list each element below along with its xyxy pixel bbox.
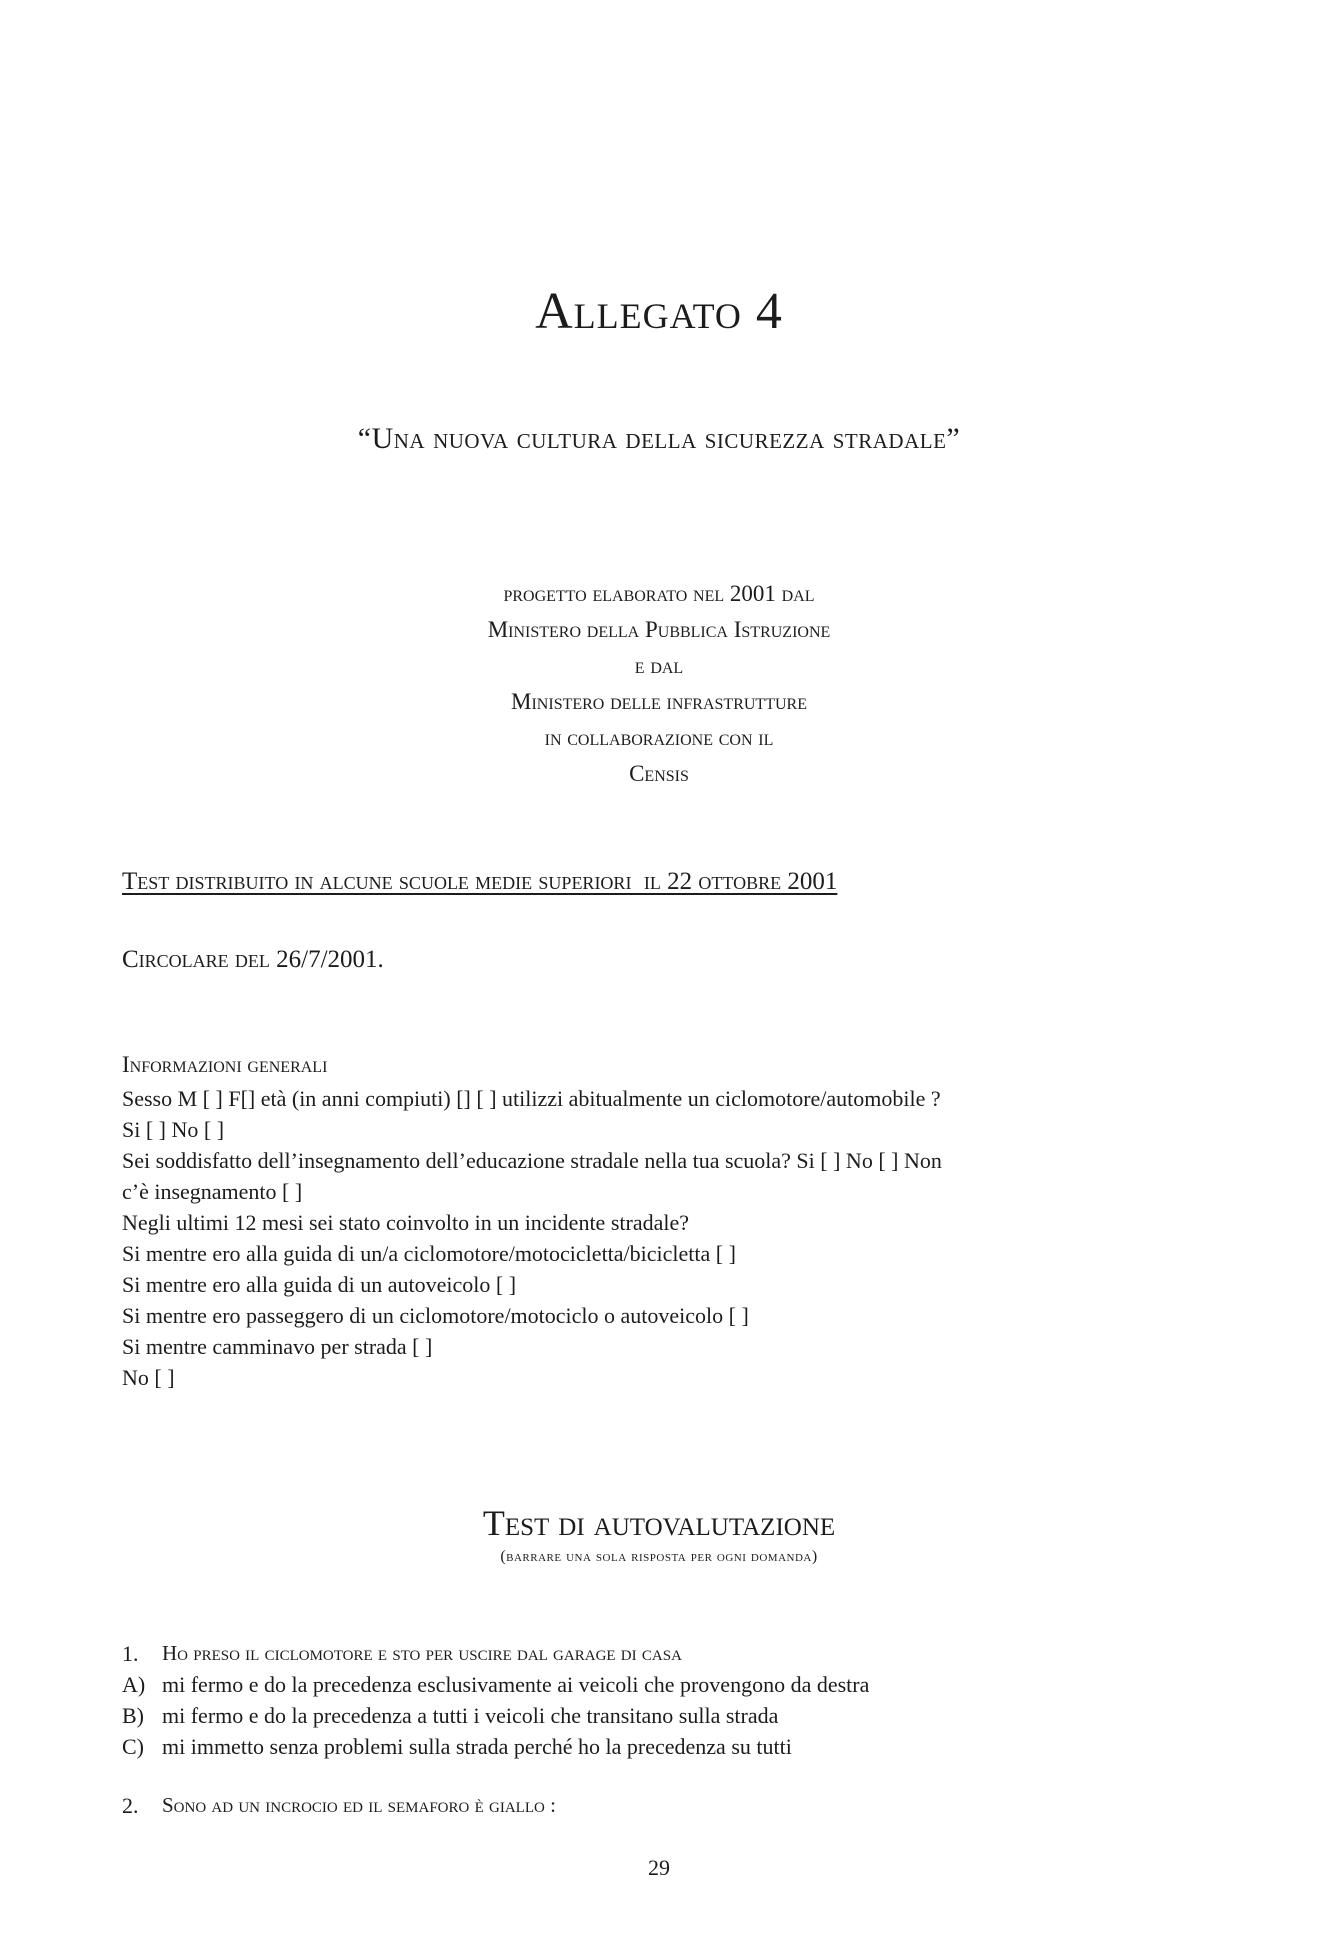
info-line: Sei soddisfatto dell’insegnamento dell’educazione stradale nella tua scuola? Si [ ] No [ ] Non — [122, 1148, 942, 1173]
answer-option-b[interactable] — [122, 1700, 1182, 1731]
question-number: 1. — [122, 1641, 139, 1666]
question-2 — [122, 1790, 1182, 1821]
question-text: Sono ad un incrocio ed il semaforo è giallo : — [162, 1793, 556, 1817]
info-line: Si [ ] No [ ] — [122, 1117, 225, 1142]
self-assessment-title: Test di autovalutazione — [482, 1503, 836, 1543]
info-line: Si mentre camminavo per strada [ ] — [122, 1334, 433, 1359]
project-line: Ministero delle infrastrutture — [511, 689, 807, 714]
answer-option-a[interactable] — [122, 1669, 1182, 1700]
option-text: mi fermo e do la precedenza a tutti i veicoli che transitano sulla strada — [162, 1703, 779, 1728]
info-line: Negli ultimi 12 mesi sei stato coinvolto in un incidente stradale? — [122, 1210, 689, 1235]
question-text: Ho preso il ciclomotore e sto per uscire dal garage di casa — [162, 1641, 682, 1665]
answer-option-c[interactable] — [122, 1731, 1182, 1762]
info-line: No [ ] — [122, 1365, 175, 1390]
question-header — [122, 1638, 1182, 1669]
document-subtitle: “Una nuova cultura della sicurezza stradale” — [357, 422, 961, 455]
project-credits — [0, 576, 1318, 792]
info-line: Si mentre ero alla guida di un autoveicolo [ ] — [122, 1272, 517, 1297]
project-line: in collaborazione con il — [544, 725, 774, 750]
general-info-heading: Informazioni generali — [122, 1052, 328, 1077]
test-distribution-heading: Test distribuito in alcune scuole medie superiori il 22 ottobre 2001 — [122, 868, 838, 895]
page-number: 29 — [648, 1855, 670, 1880]
option-text: mi fermo e do la precedenza esclusivamente ai veicoli che provengono da destra — [162, 1672, 870, 1697]
option-letter: C) — [122, 1734, 144, 1759]
option-letter: B) — [122, 1703, 144, 1728]
general-info-questions — [122, 1083, 1132, 1393]
info-line: Si mentre ero alla guida di un/a ciclomotore/motocicletta/bicicletta [ ] — [122, 1241, 736, 1266]
info-line: c’è insegnamento [ ] — [122, 1179, 303, 1204]
page-title: Allegato 4 — [535, 283, 783, 340]
info-line: Si mentre ero passeggero di un ciclomotore/motociclo o autoveicolo [ ] — [122, 1303, 749, 1328]
question-header — [122, 1790, 1182, 1821]
option-letter: A) — [122, 1672, 146, 1697]
circolare-heading: Circolare del 26/7/2001. — [122, 946, 384, 973]
question-1 — [122, 1638, 1182, 1762]
project-line: e dal — [634, 653, 684, 678]
option-text: mi immetto senza problemi sulla strada perché ho la precedenza su tutti — [162, 1734, 792, 1759]
info-line: Sesso M [ ] F[] età (in anni compiuti) [] [ ] utilizzi abitualmente un ciclomotore/automobile ? — [122, 1086, 941, 1111]
project-line: Ministero della Pubblica Istruzione — [487, 617, 831, 642]
project-line: Censis — [629, 761, 689, 786]
project-line: progetto elaborato nel 2001 dal — [503, 581, 815, 606]
self-assessment-instructions: (barrare una sola risposta per ogni domanda) — [500, 1548, 818, 1565]
question-number: 2. — [122, 1793, 139, 1818]
